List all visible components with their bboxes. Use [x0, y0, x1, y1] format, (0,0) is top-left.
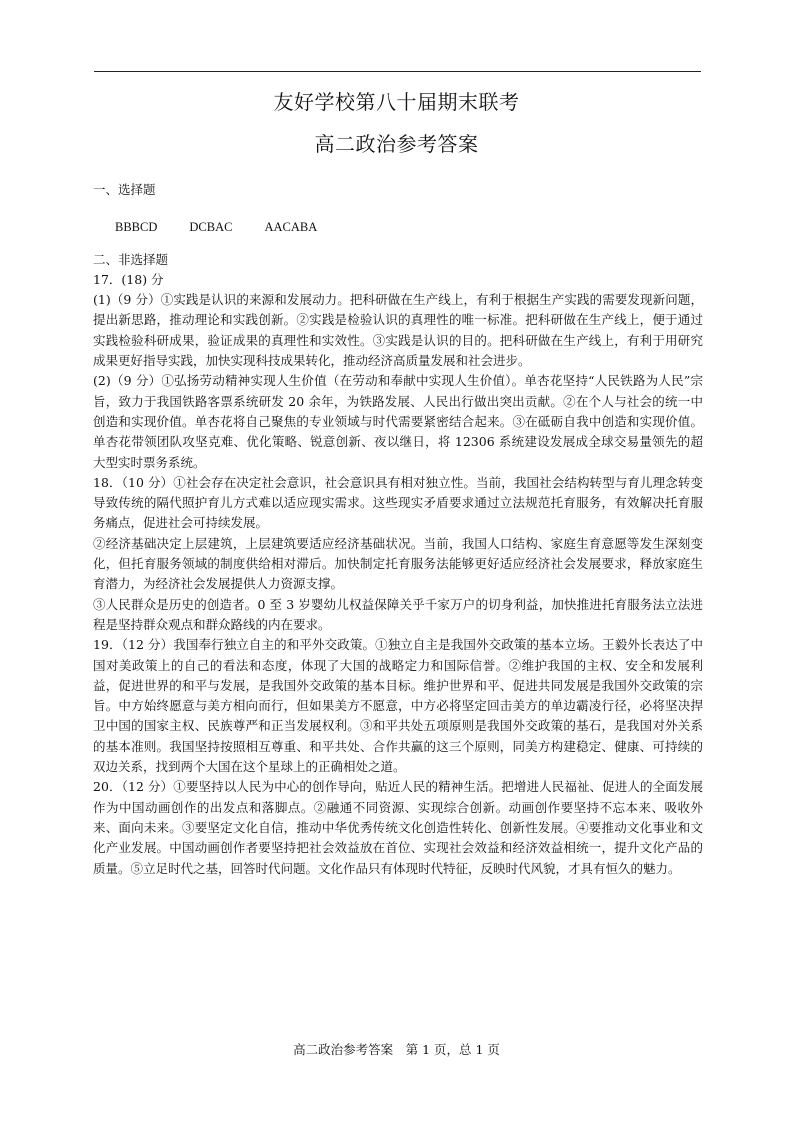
answer-paragraph: 18．（10 分）①社会存在决定社会意识，社会意识具有相对独立性。当前，我国社会结构转型与育儿理念转变导致传统的隔代照护育儿方式难以适应现实需求。这些现实矛盾要求通过立法规范托育服务，有效解决托育服务痛点，促进社会可持续发展。	[93, 474, 703, 531]
answer-content	[93, 180, 703, 879]
header-rule	[94, 71, 701, 72]
answer-paragraph: (1)（9 分）①实践是认识的来源和发展动力。把科研做在生产线上，有利于根据生产实践的需要发现新问题，提出新思路，推动理论和实践创新。②实践是检验认识的真理性的唯一标准。把科研做在生产线上，便于通过实践检验科研成果，验证成果的真理性和实效性。③实践是认识的目的。把科研做在生产线上，有利于用研究成果更好指导实践，加快实现科技成果转化，推动经济高质量发展和社会进步。	[93, 292, 703, 369]
choice-answer-group-1: BBBCD	[115, 220, 158, 235]
choice-answer-group-3: AACABA	[264, 220, 318, 235]
answer-paragraph: 20．（12 分）①要坚持以人民为中心的创作导向，贴近人民的精神生活。把增进人民福祉、促进人的全面发展作为中国动画创作的出发点和落脚点。②融通不同资源、实现综合创新。动画创作要坚持不忘本来、吸收外来、面向未来。③要坚定文化自信，推动中华优秀传统文化创造性转化、创新性发展。④要推动文化事业和文化产业发展。中国动画创作者要坚持把社会效益放在首位、实现社会效益和经济效益相统一，提升文化产品的质量。⑤立足时代之基，回答时代问题。文化作品只有体现时代特征，反映时代风貌，才具有恒久的魅力。	[93, 779, 703, 876]
answer-paragraph: (2)（9 分）①弘扬劳动精神实现人生价值（在劳动和奉献中实现人生价值）。单杏花坚持“人民铁路为人民”宗旨，致力于我国铁路客票系统研发 20 余年，为铁路发展、人民出行做出突出贡献。②在个人与社会的统一中创造和实现价值。单杏花将自己聚焦的专业领域与时代需要紧密结合起来。③在砥砺自我中创造和实现价值。单杏花带领团队攻坚克难、优化策略、锐意创新、夜以继日，将 12306 系统建设发展成全球交易量领先的超大型实时票务系统。	[93, 373, 703, 470]
section-choice-heading: 一、选择题	[93, 182, 156, 197]
exam-subtitle: 高二政治参考答案	[314, 132, 479, 156]
choice-answer-group-2: DCBAC	[189, 220, 233, 235]
exam-title: 友好学校第八十届期末联考	[273, 90, 520, 114]
section-nonchoice-heading: 二、非选择题	[93, 251, 169, 267]
answer-paragraph: 19．（12 分）我国奉行独立自主的和平外交政策。①独立自主是我国外交政策的基本立场。王毅外长表达了中国对美政策上的自己的看法和态度，体现了大国的战略定力和国际信誉。②维护我国的主权、安全和发展利益，促进世界的和平与发展，是我国外交政策的基本目标。维护世界和平、促进共同发展是我国外交政策的宗旨。中方始终愿意与美方相向而行，但如果美方不愿意，中方必将坚定回击美方的单边霸凌行径，必将坚决捍卫中国的国家主权、民族尊严和正当发展权利。③和平共处五项原则是我国外交政策的基石，是我国对外关系的基本准则。我国坚持按照相互尊重、和平共处、合作共赢的这三个原则，同美方构建稳定、健康、可持续的双边关系，找到两个大国在这个星球上的正确相处之道。	[93, 637, 703, 775]
answer-paragraph: ②经济基础决定上层建筑，上层建筑要适应经济基础状况。当前，我国人口结构、家庭生育意愿等发生深刻变化，但托育服务领域的制度供给相对滞后。加快制定托育服务法能够更好适应经济社会发展要求，释放家庭生育潜力，为经济社会发展提供人力资源支撑。	[93, 535, 703, 592]
question-17-heading: 17．(18) 分	[93, 271, 164, 287]
answer-paragraph: ③人民群众是历史的创造者。0 至 3 岁婴幼儿权益保障关乎千家万户的切身利益，加快推进托育服务法立法进程是坚持群众观点和群众路线的内在要求。	[93, 596, 703, 632]
page-footer: 高二政治参考答案 第 1 页，总 1 页	[293, 1042, 500, 1057]
choice-answers	[93, 217, 703, 237]
